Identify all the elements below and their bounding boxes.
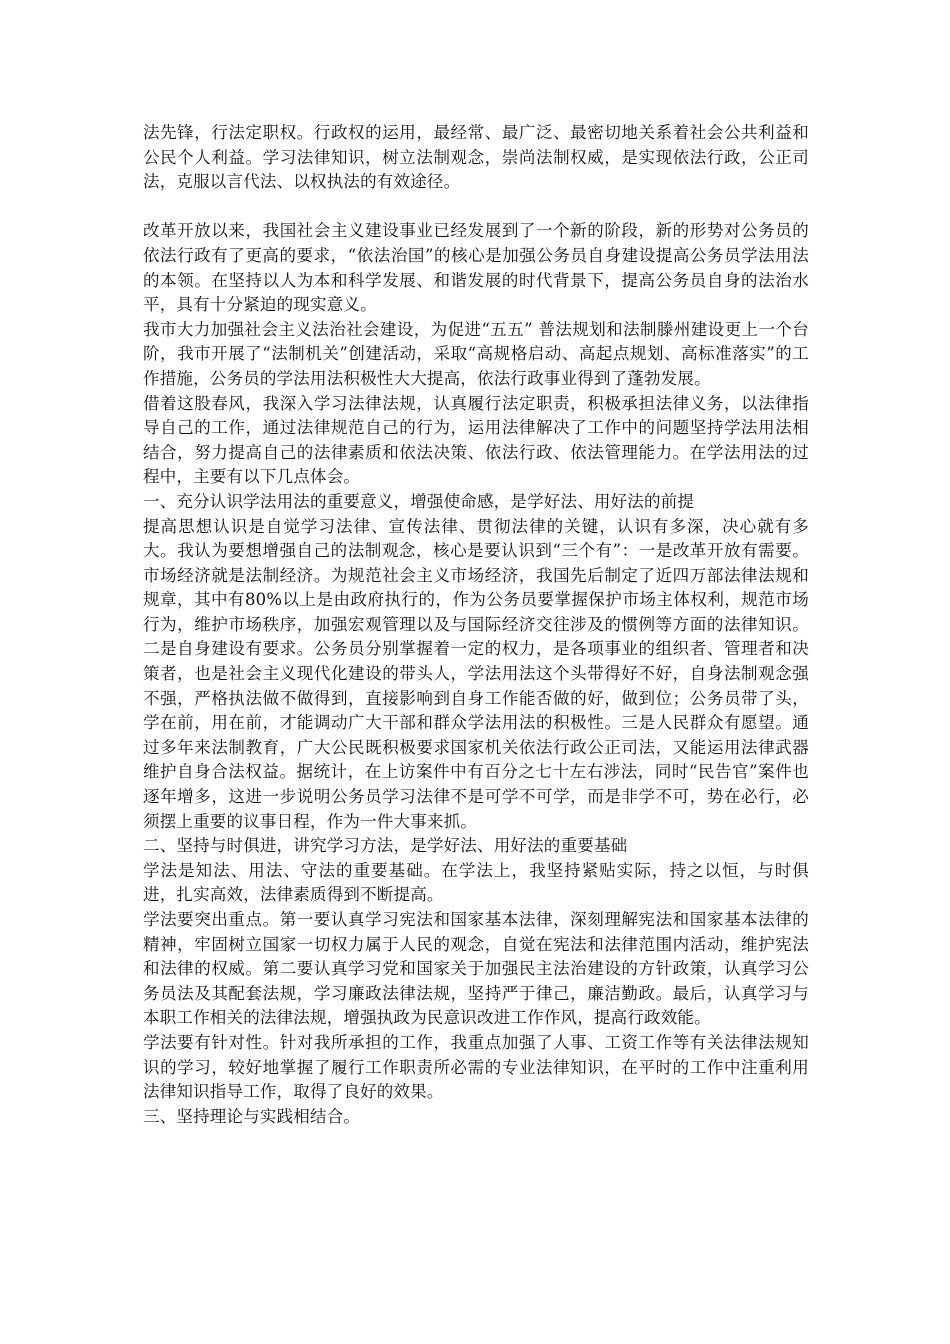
paragraph-experience: 借着这股春风，我深入学习法律法规，认真履行法定职责，积极承担法律义务，以法律指导自己的工作，通过法律规范自己的行为，运用法律解决了工作中的问题坚持学法用法相结合，努力提高自己的法律素质和依法决策、依法行政、依法管理能力。在学法用法的过程中，主要有以下几点体会。 <box>143 393 809 487</box>
paragraph-targeted: 学法要有针对性。针对我所承担的工作，我重点加强了人事、工资工作等有关法律法规知识的学习，较好地掌握了履行工作职责所必需的专业法律知识，在平时的工作中注重利用法律知识指导工作，取得了良好的效果。 <box>143 1032 809 1102</box>
paragraph-basis: 学法是知法、用法、守法的重要基础。在学法上，我坚持紧贴实际，持之以恒，与时俱进，扎实高效，法律素质得到不断提高。 <box>143 860 809 905</box>
section-heading-1: 一、充分认识学法用法的重要意义，增强使命感，是学好法、用好法的前提 <box>143 491 695 511</box>
paragraph-gap <box>143 195 809 220</box>
paragraph-reform: 改革开放以来，我国社会主义建设事业已经发展到了一个新的阶段，新的形势对公务员的依法行政有了更高的要求，“依法治国”的核心是加强公务员自身建设提高公务员学法用法的本领。在坚持以人为本和科学发展、和谐发展的时代背景下，提高公务员自身的法治水平，具有十分紧迫的现实意义。 <box>143 221 809 315</box>
section-heading-2: 二、坚持与时俱进，讲究学习方法，是学好法、用好法的重要基础 <box>143 836 628 856</box>
section-heading-3: 三、坚持理论与实践相结合。 <box>143 1106 361 1126</box>
paragraph-awareness: 提高思想认识是自觉学习法律、宣传法律、贯彻法律的关键，认识有多深，决心就有多大。我认为要想增强自己的法制观念，核心是要认识到“三个有”：一是改革开放有需要。市场经济就是法制经济。为规范社会主义市场经济，我国先后制定了近四万部法律法规和规章，其中有80%以上是由政府执行的，作为公务员要掌握保护市场主体权利，规范市场行为，维护市场秩序，加强宏观管理以及与国际经济交往涉及的惯例等方面的法律知识。二是自身建设有要求。公务员分别掌握着一定的权力，是各项事业的组织者、管理者和决策者，也是社会主义现代化建设的带头人，学法用法这个头带得好不好，自身法制观念强不强，严格执法做不做得到，直接影响到自身工作能否做的好，做到位；公务员带了头，学在前，用在前，才能调动广大干部和群众学法用法的积极性。三是人民群众有愿望。通过多年来法制教育，广大公民既积极要求国家机关依法行政公正司法，又能运用法律武器维护自身合法权益。据统计，在上访案件中有百分之七十左右涉法，同时“民告官”案件也逐年增多，这进一步说明公务员学习法律不是可学不可学，而是非学不可，势在必行，必须摆上重要的议事日程，作为一件大事来抓。 <box>143 516 809 831</box>
paragraph-focus: 学法要突出重点。第一要认真学习宪法和国家基本法律，深刻理解宪法和国家基本法律的精神，牢固树立国家一切权力属于人民的观念，自觉在宪法和法律范围内活动，维护宪法和法律的权威。第二要认真学习党和国家关于加强民主法治建设的方针政策，认真学习公务员法及其配套法规，学习廉政法律法规，坚持严于律己，廉洁勤政。最后，认真学习与本职工作相关的法律法规，增强执政为民意识改进工作作风，提高行政效能。 <box>143 910 809 1028</box>
document-body <box>143 121 809 1129</box>
paragraph-intro: 法先锋，行法定职权。行政权的运用，最经常、最广泛、最密切地关系着社会公共利益和公民个人利益。学习法律知识，树立法制观念，崇尚法制权威，是实现依法行政，公正司法，克服以言代法、以权执法的有效途径。 <box>143 123 809 192</box>
paragraph-city: 我市大力加强社会主义法治社会建设，为促进“五五” 普法规划和法制滕州建设更上一个台阶，我市开展了“法制机关”创建活动，采取“高规格启动、高起点规划、高标准落实”的工作措施，公务员的学法用法积极性大大提高，依法行政事业得到了蓬勃发展。 <box>143 319 809 388</box>
